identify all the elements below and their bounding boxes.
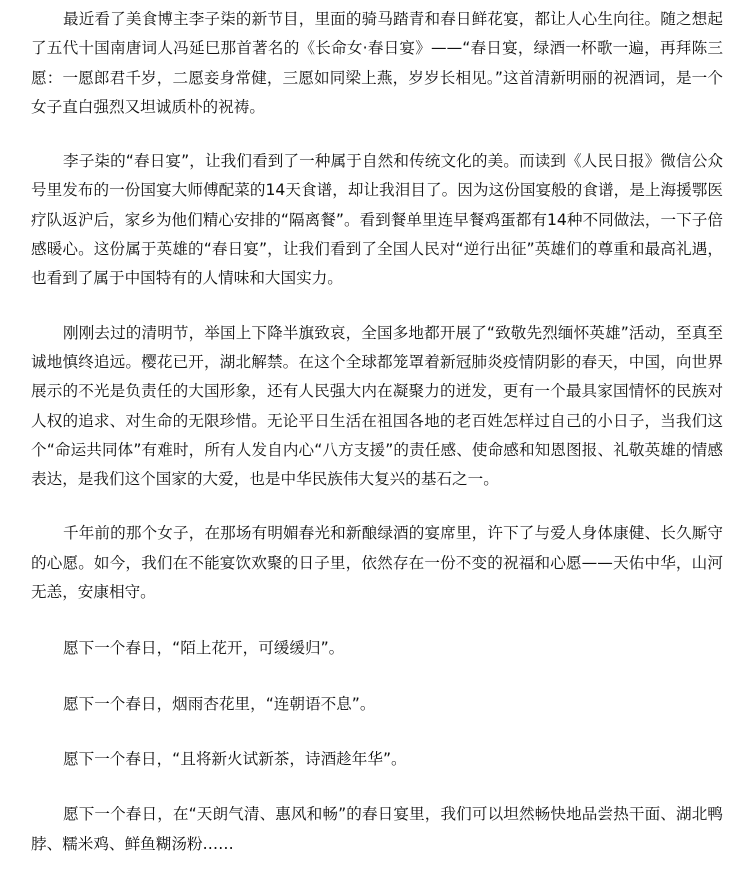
paragraph-spring-banquet-intro: 最近看了美食博主李子柒的新节目，里面的骑马踏青和春日鲜花宴，都让人心生向往。随之想起了五代十国南唐词人冯延巳那首著名的《长命女·春日宴》——“春日宴，绿酒一杯歌一遍，再拜陈三愿：一愿郎君千岁，二愿妾身常健，三愿如同梁上燕，岁岁长相见。”这首清新明丽的祝酒词，是一个女子直白强烈又坦诚质朴的祝祷。 [31, 10, 723, 116]
article-body [31, 0, 723, 859]
paragraph-wishes: 千年前的那个女子，在那场有明媚春光和新酿绿酒的宴席里，许下了与爱人身体康健、长久厮守的心愿。如今，我们在不能宴饮欢聚的日子里，依然存在一份不变的祝福和心愿——天佑中华，山河无恙，安康相守。 [31, 524, 723, 602]
paragraph-wish-4: 愿下一个春日，在“天朗气清、惠风和畅”的春日宴里，我们可以坦然畅快地品尝热干面、湖北鸭脖、糯米鸡、鲜鱼糊汤粉…… [31, 805, 723, 853]
paragraph-wish-1: 愿下一个春日，“陌上花开，可缓缓归”。 [63, 639, 345, 658]
paragraph-qingming-tribute: 刚刚去过的清明节，举国上下降半旗致哀，全国多地都开展了“致敬先烈缅怀英雄”活动，至真至诚地慎终追远。樱花已开，湖北解禁。在这个全球都笼罩着新冠肺炎疫情阴影的春天，中国，向世界展示的不光是负责任的大国形象，还有人民强大内在凝聚力的迸发，更有一个最具家国情怀的民族对人权的追求、对生命的无限珍惜。无论平日生活在祖国各地的老百姓怎样过自己的小日子，当我们这个“命运共同体”有难时，所有人发自内心“八方支援”的责任感、使命感和知恩图报、礼敬英雄的情感表达，是我们这个国家的大爱，也是中华民族伟大复兴的基石之一。 [31, 323, 723, 489]
paragraph-wish-2: 愿下一个春日，烟雨杏花里，“连朝语不息”。 [63, 694, 376, 713]
paragraph-wish-3: 愿下一个春日，“且将新火试新茶，诗酒趁年华”。 [63, 749, 407, 768]
paragraph-quarantine-meal: 李子柒的“春日宴”，让我们看到了一种属于自然和传统文化的美。而读到《人民日报》微信公众号里发布的一份国宴大师傅配菜的14天食谱，却让我泪目了。因为这份国宴般的食谱，是上海援鄂医疗队返沪后，家乡为他们精心安排的“隔离餐”。看到餐单里连早餐鸡蛋都有14种不同做法，一下子倍感暖心。这份属于英雄的“春日宴”，让我们看到了全国人民对“逆行出征”英雄们的尊重和最高礼遇，也看到了属于中国特有的人情味和大国实力。 [31, 152, 723, 288]
